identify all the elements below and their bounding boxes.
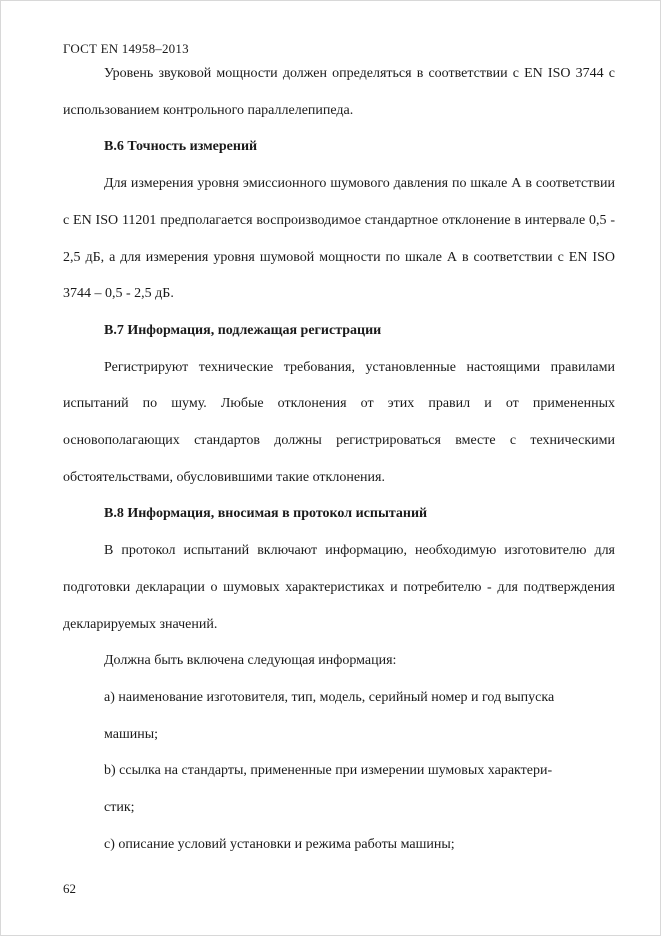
page-number: 62 xyxy=(63,881,76,896)
list-item-b xyxy=(63,753,615,826)
heading-b6: В.6 Точность измерений xyxy=(104,139,258,155)
paragraph-protocol: В протокол испытаний включают информацию, необходимую изготовителю для подготовки декларации о шумовых характеристиках и потребителю - для подтверждения декларируемых значений. xyxy=(63,543,615,632)
list-item-a xyxy=(63,680,615,753)
document-header: ГОСТ EN 14958–2013 xyxy=(63,41,189,56)
list-item-a-line1: а) наименование изготовителя, тип, модель, серийный номер и год выпуска xyxy=(104,689,555,705)
list-item-b-line1: b) ссылка на стандарты, примененные при измерении шумовых характери- xyxy=(104,763,553,779)
paragraph-registration: Регистрируют технические требования, установленные настоящими правилами испытаний по шуму. Любые отклонения от этих правил и от примененных основополагающих стандартов должны регистрироваться вместе с техническими обстоятельствами, обусловившими такие отклонения. xyxy=(63,359,615,485)
paragraph-included-info: Должна быть включена следующая информация: xyxy=(104,653,397,669)
paragraph-sound-power: Уровень звуковой мощности должен определяться в соответствии с EN ISO 3744 с использованием контрольного параллелепипеда. xyxy=(63,66,615,118)
document-body xyxy=(63,56,615,863)
list-item-a-line2: машины; xyxy=(104,726,159,742)
list-item-b-line2: стик; xyxy=(104,800,135,816)
list-item-c: с) описание условий установки и режима работы машины; xyxy=(104,836,455,852)
heading-b7: В.7 Информация, подлежащая регистрации xyxy=(104,322,382,338)
paragraph-accuracy: Для измерения уровня эмиссионного шумового давления по шкале А в соответствии с EN ISO 11201 предполагается воспроизводимое стандартное отклонение в интервале 0,5 - 2,5 дБ, а для измерения уровня шумовой мощности по шкале А в соответствии с EN ISO 3744 – 0,5 - 2,5 дБ. xyxy=(63,176,615,302)
heading-b8: В.8 Информация, вносимая в протокол испытаний xyxy=(104,506,428,522)
